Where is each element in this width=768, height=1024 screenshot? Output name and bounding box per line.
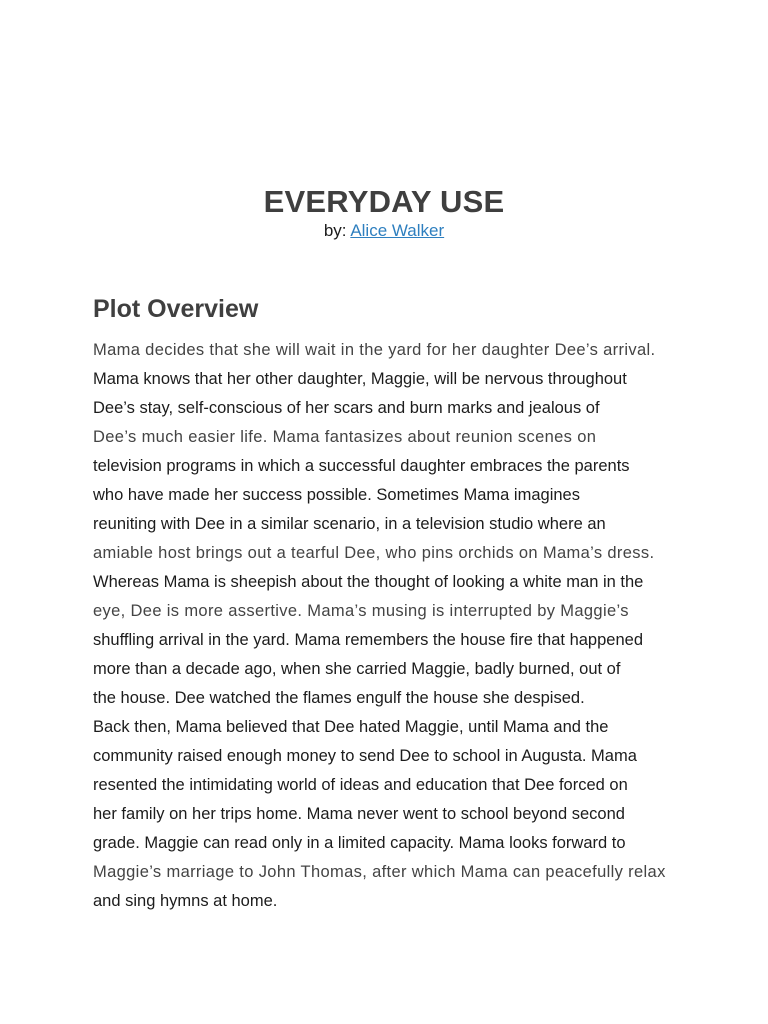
text-line: shuffling arrival in the yard. Mama remembers the house fire that happened [93,631,643,649]
text-line: grade. Maggie can read only in a limited capacity. Mama looks forward to [93,834,626,852]
document-title: EVERYDAY USE [263,184,505,219]
text-line: Maggie’s marriage to John Thomas, after which Mama can peacefully relax [93,863,666,881]
text-line: eye, Dee is more assertive. Mama’s musing is interrupted by Maggie’s [93,602,629,620]
text-line: the house. Dee watched the flames engulf the house she despised. [93,689,585,707]
text-line: reuniting with Dee in a similar scenario, in a television studio where an [93,515,606,533]
text-line: television programs in which a successful daughter embraces the parents [93,457,630,475]
plot-overview-text [93,336,693,916]
byline [0,221,768,241]
section-heading: Plot Overview [93,295,259,323]
text-line: more than a decade ago, when she carried Maggie, badly burned, out of [93,660,621,678]
text-line: Whereas Mama is sheepish about the thought of looking a white man in the [93,573,644,591]
text-line: who have made her success possible. Sometimes Mama imagines [93,486,580,504]
text-line: Dee’s stay, self-conscious of her scars and burn marks and jealous of [93,399,600,417]
text-line: amiable host brings out a tearful Dee, who pins orchids on Mama’s dress. [93,544,655,562]
author-link[interactable]: Alice Walker [350,221,445,240]
text-line: her family on her trips home. Mama never went to school beyond second [93,805,625,823]
text-line: and sing hymns at home. [93,892,278,910]
text-line: resented the intimidating world of ideas and education that Dee forced on [93,776,628,794]
text-line: Dee’s much easier life. Mama fantasizes about reunion scenes on [93,428,597,446]
text-line: Mama knows that her other daughter, Maggie, will be nervous throughout [93,370,627,388]
text-line: Mama decides that she will wait in the yard for her daughter Dee’s arrival. [93,341,656,359]
text-line: Back then, Mama believed that Dee hated Maggie, until Mama and the [93,718,609,736]
text-line: community raised enough money to send Dee to school in Augusta. Mama [93,747,637,765]
byline-prefix: by: [323,221,347,240]
